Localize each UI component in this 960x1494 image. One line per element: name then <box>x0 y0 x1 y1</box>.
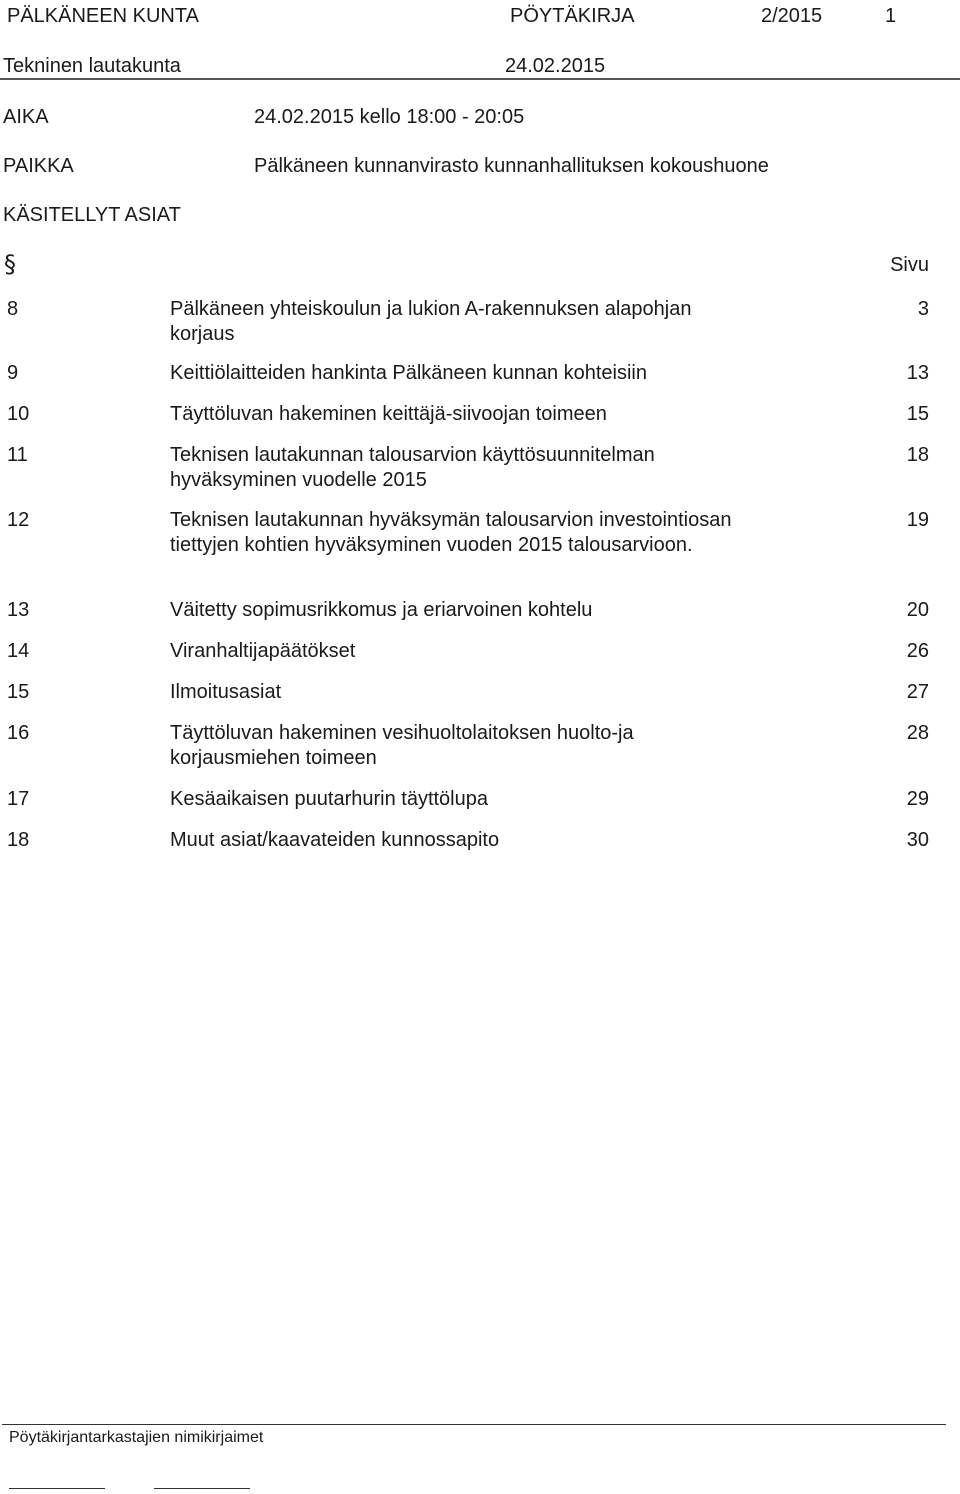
signature-line-2 <box>154 1488 250 1489</box>
organization-name: PÄLKÄNEEN KUNTA <box>7 5 199 27</box>
committee-name: Tekninen lautakunta <box>3 55 181 77</box>
place-value: Pälkäneen kunnanvirasto kunnanhallituksen kokoushuone <box>254 155 769 177</box>
agenda-item-number: 13 <box>7 599 30 621</box>
agenda-item-page: 18 <box>906 444 929 466</box>
agenda-item-number: 16 <box>7 722 30 744</box>
agenda-item-number: 15 <box>7 681 30 703</box>
agenda-item-title: Keittiölaitteiden hankinta Pälkäneen kunnan kohteisiin <box>170 362 648 384</box>
agenda-item-title: Teknisen lautakunnan hyväksymän talousarvion investointiosan tiettyjen kohtien hyväksyminen vuoden 2015 talousarvioon. <box>170 509 732 556</box>
agenda-item-number: 17 <box>7 788 30 810</box>
time-value: 24.02.2015 kello 18:00 - 20:05 <box>254 106 525 128</box>
footer-label: Pöytäkirjantarkastajien nimikirjaimet <box>9 1429 264 1446</box>
agenda-item-number: 8 <box>7 298 19 320</box>
footer-divider <box>2 1424 946 1425</box>
agenda-item-page: 30 <box>906 829 929 851</box>
page-column-label: Sivu <box>890 254 929 276</box>
signature-line-1 <box>9 1488 105 1489</box>
agenda-item-page: 3 <box>917 298 929 320</box>
agenda-item-title: Täyttöluvan hakeminen keittäjä-siivoojan toimeen <box>170 403 607 425</box>
section-title: KÄSITELLYT ASIAT <box>3 204 181 226</box>
agenda-item-number: 10 <box>7 403 30 425</box>
agenda-item-page: 13 <box>906 362 929 384</box>
agenda-item-number: 9 <box>7 362 19 384</box>
agenda-item-title: Täyttöluvan hakeminen vesihuoltolaitoksen huolto-ja korjausmiehen toimeen <box>170 722 634 769</box>
agenda-item-number: 14 <box>7 640 30 662</box>
place-label: PAIKKA <box>3 155 74 177</box>
agenda-item-number: 18 <box>7 829 30 851</box>
agenda-item-title: Pälkäneen yhteiskoulun ja lukion A-rakennuksen alapohjan korjaus <box>170 298 692 345</box>
agenda-item-number: 11 <box>7 444 28 466</box>
agenda-item-title: Kesäaikaisen puutarhurin täyttölupa <box>170 788 488 810</box>
agenda-item-title: Teknisen lautakunnan talousarvion käyttösuunnitelman hyväksyminen vuodelle 2015 <box>170 444 655 491</box>
agenda-item-page: 26 <box>906 640 929 662</box>
agenda-item-title: Väitetty sopimusrikkomus ja eriarvoinen kohtelu <box>170 599 593 621</box>
agenda-item-page: 15 <box>906 403 929 425</box>
agenda-item-page: 29 <box>906 788 929 810</box>
agenda-item-title: Ilmoitusasiat <box>170 681 282 703</box>
agenda-item-number: 12 <box>7 509 30 531</box>
agenda-item-page: 27 <box>906 681 929 703</box>
page-number: 1 <box>885 5 897 27</box>
header-divider <box>0 78 960 80</box>
agenda-item-title: Muut asiat/kaavateiden kunnossapito <box>170 829 500 851</box>
document-number: 2/2015 <box>761 5 823 27</box>
section-symbol: § <box>4 250 16 278</box>
agenda-item-title: Viranhaltijapäätökset <box>170 640 356 662</box>
agenda-item-page: 28 <box>906 722 929 744</box>
agenda-item-page: 20 <box>906 599 929 621</box>
document-type: PÖYTÄKIRJA <box>510 5 635 27</box>
agenda-item-page: 19 <box>906 509 929 531</box>
meeting-date: 24.02.2015 <box>505 55 606 77</box>
time-label: AIKA <box>3 106 49 128</box>
